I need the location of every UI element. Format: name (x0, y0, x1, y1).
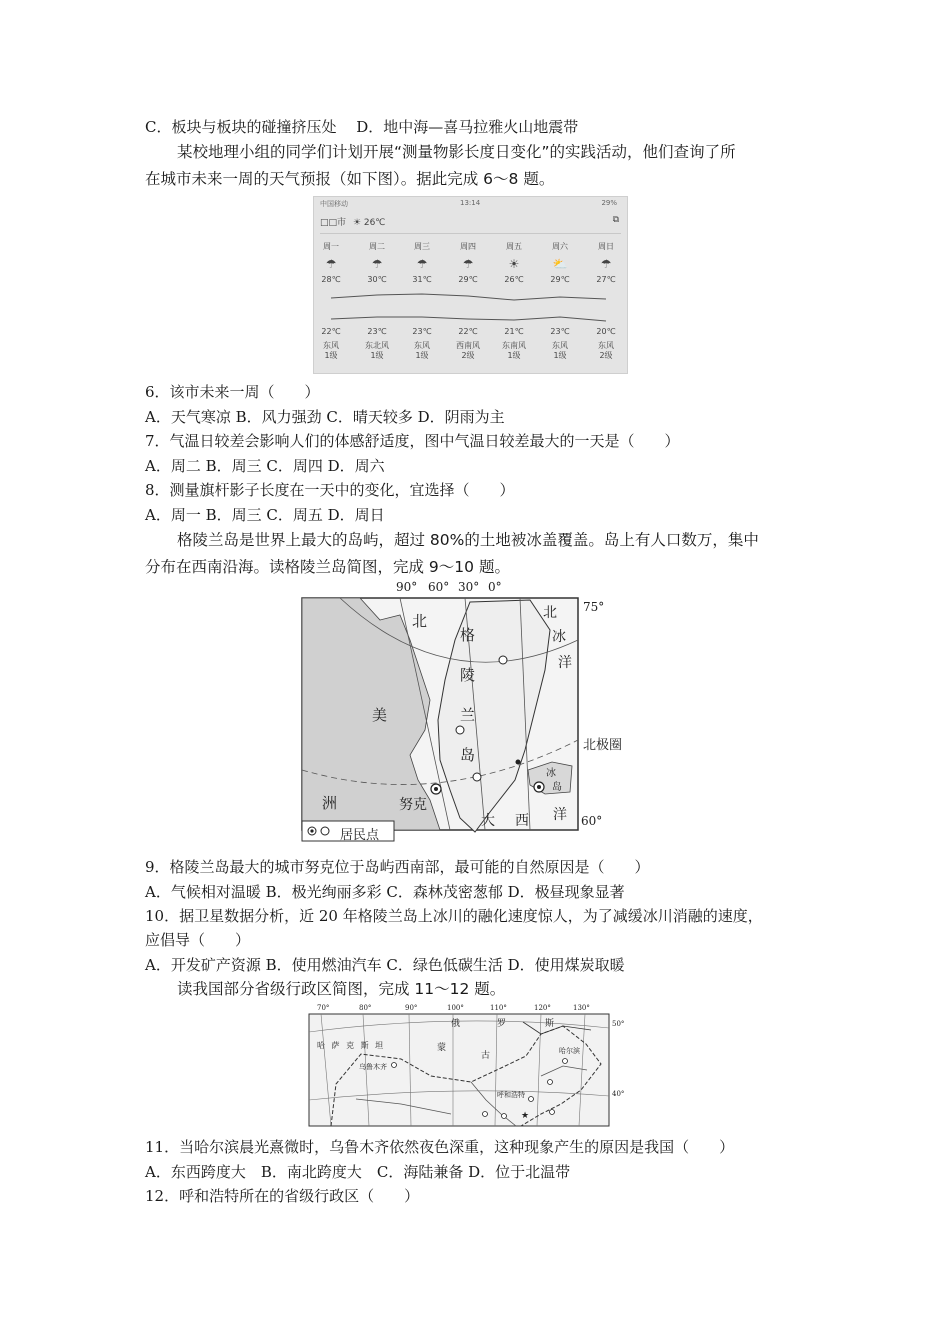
country-label: 斯 (545, 1019, 555, 1029)
share-icon: ⧉ (612, 215, 619, 225)
day-label: 周四 (460, 242, 476, 251)
question-6-options: A．天气寒凉 B．风力强劲 C．晴天较多 D．阴雨为主 (145, 408, 505, 426)
wind-dir: 东风 (414, 341, 430, 350)
wind-level: 1级 (370, 351, 384, 360)
low-temp: 21℃ (504, 327, 524, 336)
ocean-label: 北 (543, 605, 557, 621)
sun-icon: ☀ (508, 257, 520, 271)
high-temp: 30℃ (367, 275, 387, 284)
island-label: 格 (460, 626, 476, 644)
china-map-intro: 读我国部分省级行政区简图，完成 11～12 题。 (177, 980, 506, 998)
atlantic-label: 大 (481, 813, 495, 829)
day-column (400, 241, 444, 360)
question-8: 8．测量旗杆影子长度在一天中的变化，宜选择（ ） (145, 481, 515, 499)
option-line-c-d: C．板块与板块的碰撞挤压处 D．地中海—喜马拉雅火山地震带 (145, 118, 579, 136)
atlantic-label: 洋 (553, 807, 567, 823)
rain-icon: ☂ (600, 257, 612, 271)
country-label: 罗 (497, 1019, 507, 1029)
high-temp: 31℃ (412, 275, 432, 284)
high-temp: 29℃ (458, 275, 478, 284)
lon-label: 130° (573, 1004, 590, 1012)
atlantic-label: 西 (515, 813, 529, 829)
wind-dir: 东南风 (502, 341, 526, 350)
day-label: 周日 (598, 242, 614, 251)
ocean-label: 冰 (552, 629, 566, 645)
high-temp: 28℃ (321, 275, 341, 284)
rain-icon: ☂ (371, 257, 383, 271)
greenland-intro-line1: 格陵兰岛是世界上最大的岛屿，超过 80%的土地被冰盖覆盖。岛上有人口数万，集中 (177, 531, 759, 549)
island-label: 兰 (460, 706, 476, 724)
weather-forecast-figure (313, 196, 628, 374)
question-10-line2: 应倡导（ ） (145, 931, 251, 949)
country-label: 俄 (451, 1019, 461, 1029)
wind-info (446, 341, 490, 361)
current-temp: 26℃ (363, 218, 386, 228)
intro-paragraph-line2: 在城市未来一周的天气预报（如下图）。据此完成 6～8 题。 (145, 170, 555, 188)
lat-label: 40° (612, 1090, 625, 1098)
low-temp: 20℃ (596, 327, 616, 336)
high-temp: 26℃ (504, 275, 524, 284)
wind-info (309, 341, 353, 361)
lon-label: 70° (317, 1004, 330, 1012)
question-10-line1: 10．据卫星数据分析，近 20 年格陵兰岛上冰川的融化速度惊人，为了减缓冰川消融的速度， (145, 907, 763, 925)
day-column (309, 241, 353, 360)
day-label: 周三 (414, 242, 430, 251)
wind-level: 1级 (553, 351, 567, 360)
greenland-intro-line2: 分布在西南沿海。读格陵兰岛简图，完成 9～10 题。 (145, 558, 510, 576)
question-11: 11．当哈尔滨晨光熹微时，乌鲁木齐依然夜色深重，这种现象产生的原因是我国（ ） (145, 1138, 735, 1156)
low-temp-line (331, 317, 606, 321)
svg-text:★: ★ (521, 1111, 530, 1121)
ocean-label: 洋 (558, 655, 572, 671)
wind-info (538, 341, 582, 361)
iceland-label: 岛 (552, 782, 562, 793)
lon-label: 60° (428, 580, 450, 594)
day-column (446, 241, 490, 360)
day-label: 周二 (369, 242, 385, 251)
intro-paragraph-line1: 某校地理小组的同学们计划开展“测量物影长度日变化”的实践活动，他们查询了所 (177, 143, 736, 161)
lat-label: 50° (612, 1020, 625, 1028)
day-label: 周六 (552, 242, 568, 251)
wind-level: 1级 (415, 351, 429, 360)
greenland-map (300, 580, 659, 850)
lon-label: 100° (447, 1004, 464, 1012)
battery-text: 29% (601, 199, 617, 207)
high-temp-line (331, 294, 606, 300)
day-column (584, 241, 628, 360)
lon-label: 110° (490, 1004, 507, 1012)
lon-label: 80° (359, 1004, 372, 1012)
iceland-label: 冰 (546, 768, 556, 779)
question-12: 12．呼和浩特所在的省级行政区（ ） (145, 1187, 420, 1205)
partly-cloudy-icon: ⛅ (552, 257, 568, 271)
wind-dir: 东风 (323, 341, 339, 350)
high-temp: 29℃ (550, 275, 570, 284)
question-6: 6．该市未来一周（ ） (145, 383, 320, 401)
day-label: 周一 (323, 242, 339, 251)
country-label: 哈 萨 克 斯 坦 (317, 1041, 386, 1050)
question-7-options: A．周二 B．周三 C．周四 D．周六 (145, 457, 385, 475)
china-provinces-map (301, 1004, 626, 1130)
rain-icon: ☂ (416, 257, 428, 271)
clock-text: 13:14 (460, 199, 481, 207)
day-label: 周五 (506, 242, 522, 251)
day-column (538, 241, 582, 360)
continent-label: 北 (412, 612, 428, 630)
city-name: □□市 (320, 218, 347, 228)
country-label: 古 (481, 1051, 491, 1061)
wind-info (355, 341, 399, 361)
low-temp: 22℃ (458, 327, 478, 336)
greenland-map-shapes (300, 580, 659, 850)
lon-label: 120° (534, 1004, 551, 1012)
urumqi-label: 乌鲁木齐 (359, 1063, 387, 1071)
wind-dir: 东风 (552, 341, 568, 350)
rain-icon: ☂ (325, 257, 337, 271)
lat-75-label: 75° (583, 600, 605, 614)
legend-label: 居民点 (340, 828, 380, 843)
island-label: 岛 (460, 746, 476, 764)
wind-level: 2级 (461, 351, 475, 360)
sun-icon: ☀ (352, 218, 361, 228)
question-7: 7．气温日较差会影响人们的体感舒适度，图中气温日较差最大的一天是（ ） (145, 432, 680, 450)
high-temp: 27℃ (596, 275, 616, 284)
lon-label: 30° (458, 580, 480, 594)
wind-level: 1级 (324, 351, 338, 360)
hohhot-label: 呼和浩特 (497, 1091, 525, 1099)
day-column (492, 241, 536, 360)
wind-info (400, 341, 444, 361)
arctic-circle-label: 北极圈 (583, 738, 623, 753)
wind-level: 2级 (599, 351, 613, 360)
wind-info (584, 341, 628, 361)
wind-level: 1级 (507, 351, 521, 360)
lon-label: 90° (405, 1004, 418, 1012)
question-8-options: A．周一 B．周三 C．周五 D．周日 (145, 506, 385, 524)
question-10-options: A．开发矿产资源 B．使用燃油汽车 C．绿色低碳生活 D．使用煤炭取暖 (145, 956, 625, 974)
carrier-text: 中国移动 (320, 200, 348, 208)
wind-dir: 东北风 (365, 341, 389, 350)
china-map-shapes (301, 1004, 626, 1130)
wind-info (492, 341, 536, 361)
day-column (355, 241, 399, 360)
low-temp: 23℃ (367, 327, 387, 336)
harbin-label: 哈尔滨 (559, 1047, 580, 1055)
lon-label: 90° (396, 580, 418, 594)
question-11-options: A．东西跨度大 B．南北跨度大 C．海陆兼备 D．位于北温带 (145, 1163, 571, 1181)
low-temp: 22℃ (321, 327, 341, 336)
country-label: 蒙 (437, 1043, 447, 1053)
low-temp: 23℃ (412, 327, 432, 336)
continent-label: 洲 (322, 794, 338, 812)
island-label: 陵 (460, 666, 476, 684)
question-9-options: A．气候相对温暖 B．极光绚丽多彩 C．森林茂密葱郁 D．极昼现象显著 (145, 883, 625, 901)
nuuk-label: 努克 (399, 797, 427, 813)
continent-label: 美 (372, 706, 388, 724)
wind-dir: 西南风 (456, 341, 480, 350)
wind-dir: 东风 (598, 341, 614, 350)
low-temp: 23℃ (550, 327, 570, 336)
lon-label: 0° (488, 580, 502, 594)
rain-icon: ☂ (462, 257, 474, 271)
lat-60-label: 60° (581, 814, 603, 828)
question-9: 9．格陵兰岛最大的城市努克位于岛屿西南部，最可能的自然原因是（ ） (145, 858, 650, 876)
